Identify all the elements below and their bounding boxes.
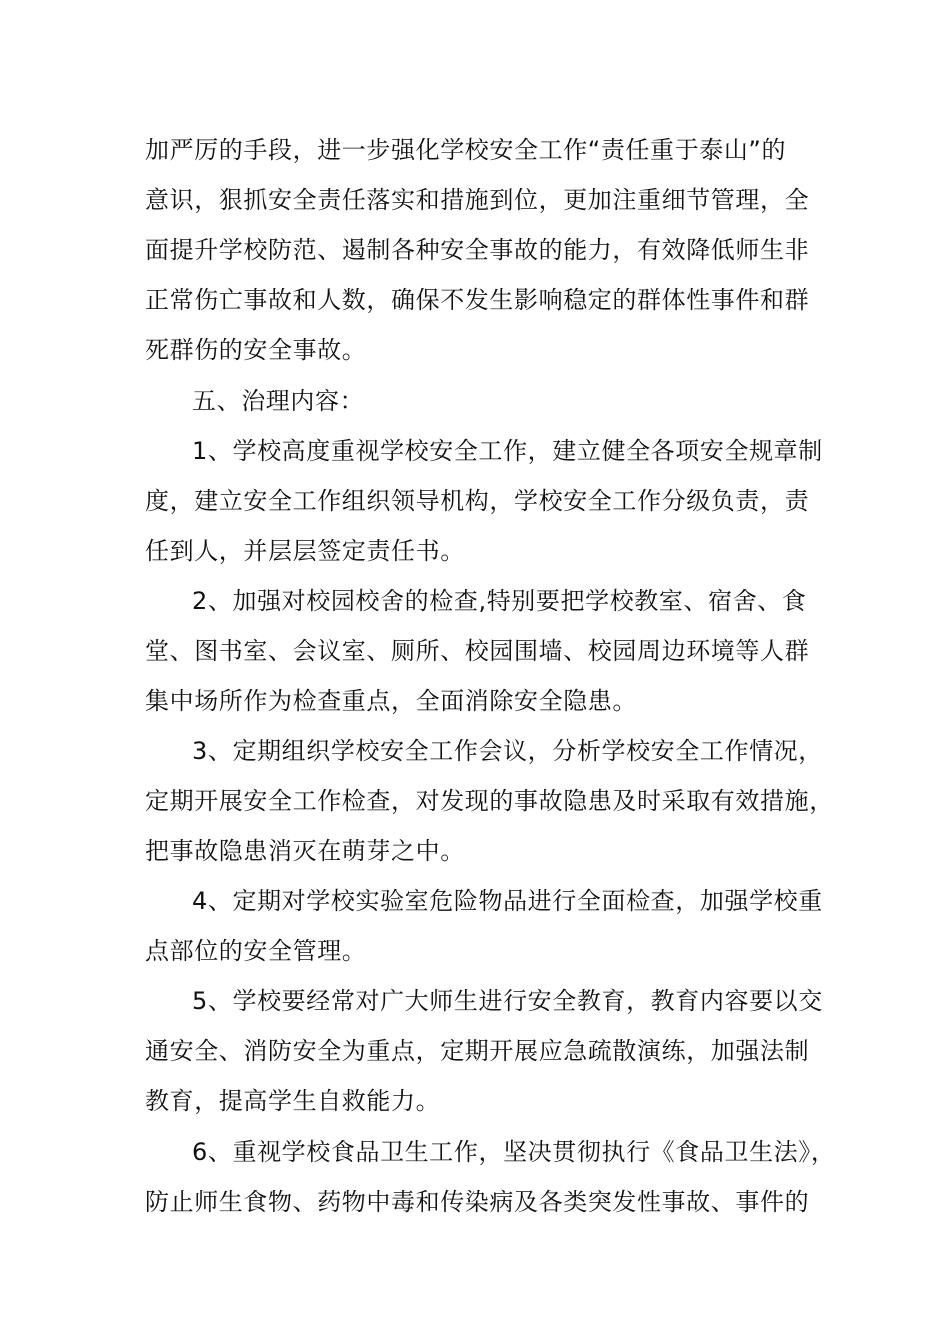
item-2-line: 2、加强对校园校舍的检查,特别要把学校教室、宿舍、食 <box>192 587 807 615</box>
paragraph-line: 意识，狠抓安全责任落实和措施到位，更加注重细节管理，全 <box>145 186 810 214</box>
item-6-line: 6、重视学校食品卫生工作，坚决贯彻执行《食品卫生法》， <box>192 1138 836 1166</box>
item-1-line: 1、学校高度重视学校安全工作，建立健全各项安全规章制 <box>192 437 823 465</box>
item-4-line: 点部位的安全管理。 <box>145 937 367 965</box>
item-3-line: 3、定期组织学校安全工作会议，分析学校安全工作情况， <box>192 737 823 765</box>
item-1-line: 度，建立安全工作组织领导机构，学校安全工作分级负责，责 <box>145 487 810 515</box>
item-3-line: 定期开展安全工作检查，对发现的事故隐患及时采取有效措施， <box>145 787 834 815</box>
paragraph-line: 面提升学校防范、遏制各种安全事故的能力，有效降低师生非 <box>145 236 810 264</box>
section-heading: 五、治理内容： <box>192 387 365 415</box>
item-6-line: 防止师生食物、药物中毒和传染病及各类突发性事故、事件的 <box>145 1188 810 1216</box>
item-2-line: 堂、图书室、会议室、厕所、校园围墙、校园周边环境等人群 <box>145 637 810 665</box>
item-5-line: 通安全、消防安全为重点，定期开展应急疏散演练，加强法制 <box>145 1037 810 1065</box>
paragraph-line: 死群伤的安全事故。 <box>145 336 367 364</box>
paragraph-line: 正常伤亡事故和人数，确保不发生影响稳定的群体性事件和群 <box>145 286 810 314</box>
item-5-line: 教育，提高学生自救能力。 <box>145 1087 441 1115</box>
item-4-line: 4、定期对学校实验室危险物品进行全面检查，加强学校重 <box>192 887 823 915</box>
item-3-line: 把事故隐患消灭在萌芽之中。 <box>145 837 465 865</box>
item-1-line: 任到人，并层层签定责任书。 <box>145 537 465 565</box>
item-2-line: 集中场所作为检查重点，全面消除安全隐患。 <box>145 687 637 715</box>
paragraph-line: 加严厉的手段，进一步强化学校安全工作“责任重于泰山”的 <box>145 136 787 164</box>
item-5-line: 5、学校要经常对广大师生进行安全教育，教育内容要以交 <box>192 987 823 1015</box>
